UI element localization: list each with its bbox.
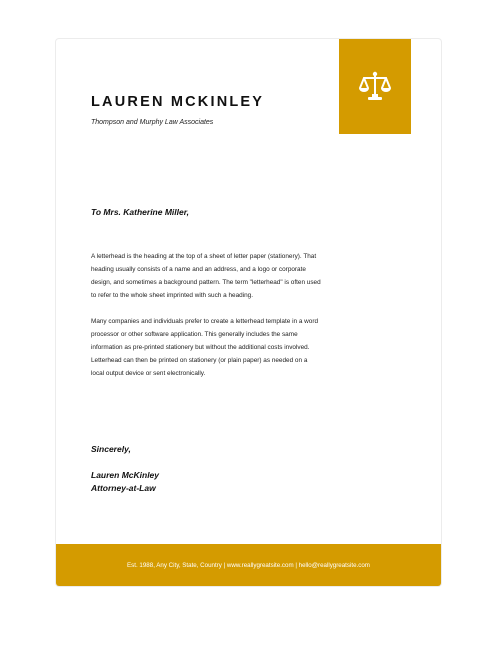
signer-name: Lauren McKinley xyxy=(91,470,160,480)
firm-name: Thompson and Murphy Law Associates xyxy=(91,119,214,126)
body-paragraph-1: A letterhead is the heading at the top of a sheet of letter paper (stationery). That heading usually consists of a name and an address, and a logo or corporate design, and sometimes a background pattern. The term "letterhead" is often used to refer to the whole sheet imprinted with such a heading. xyxy=(91,253,321,299)
footer-bar xyxy=(56,544,441,586)
letter-body xyxy=(91,250,321,393)
body-paragraph-2: Many companies and individuals prefer to create a letterhead template in a word processor or other software application. This generally includes the same information as pre-printed stationery but without the additional costs involved. Letterhead can then be printed on stationery (or plain paper) as needed on a local output device or sent electronically. xyxy=(91,318,318,377)
salutation: To Mrs. Katherine Miller, xyxy=(91,207,189,217)
footer-contact-info: Est. 1988, Any City, State, Country | www.reallygreatsite.com | hello@reallygreatsite.com xyxy=(127,561,370,569)
letterhead-page xyxy=(55,38,442,587)
scales-of-justice-icon xyxy=(358,70,392,104)
closing: Sincerely, xyxy=(91,444,131,454)
sender-name: LAUREN MCKINLEY xyxy=(91,94,265,110)
signer-title: Attorney-at-Law xyxy=(91,483,156,493)
signature-block xyxy=(91,469,159,495)
logo-block xyxy=(339,39,411,134)
